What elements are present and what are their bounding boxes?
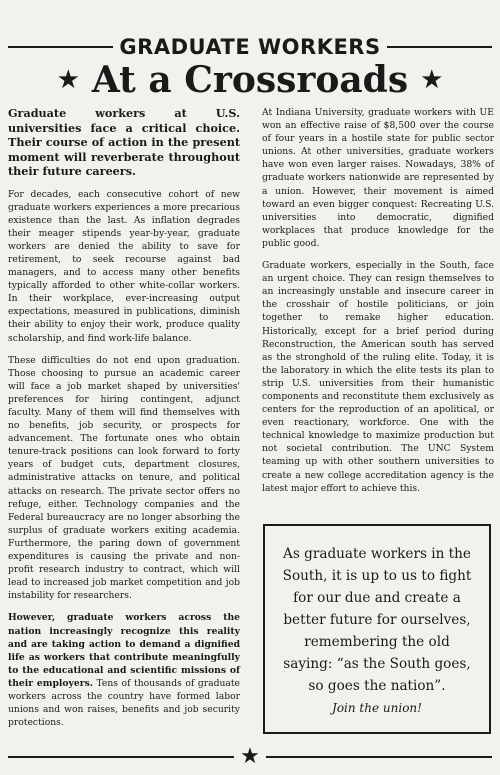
body-text: Tens of thousands of graduate workers across the country have formed labor unions and won raises, benefits and job security protections. bbox=[8, 677, 240, 729]
lead-paragraph: Graduate workers at U.S. universities face a critical choice. Their course of action in the present moment will reverberate throughout their future careers. bbox=[8, 106, 240, 178]
footer-rule-right bbox=[266, 756, 492, 758]
star-icon-footer: ★ bbox=[240, 744, 260, 769]
kicker-rule-left bbox=[8, 46, 113, 48]
footer-row bbox=[8, 744, 492, 769]
star-icon-right: ★ bbox=[420, 65, 444, 95]
body-paragraph: These difficulties do not end upon graduation. Those choosing to pursue an academic career will face a job market shaped by universities' preferences for hiring contingent, adjunct faculty. Many of them will find themselves with no benefits, job security, or prospects for advancement. The fortunate ones who obtain tenure-track positions can look forward to forty years of budget cuts, department closures, administrative attacks on tenure, and political attacks on research. The private sector offers no refuge, either. Technology companies and the Federal bureaucracy are no longer absorbing the surplus of graduate workers exiting academia. Furthermore, the paring down of government expenditures is causing the private and non-profit research industry to contract, which will lead to increased job market competition and job instability for researchers. bbox=[8, 354, 240, 602]
star-icon-left: ★ bbox=[56, 65, 80, 95]
kicker: GRADUATE WORKERS bbox=[119, 35, 381, 59]
pull-quote-signoff: Join the union! bbox=[332, 701, 422, 715]
body-paragraph-emphasis bbox=[8, 611, 240, 729]
body-paragraph: At Indiana University, graduate workers with UE won an effective raise of $8,500 over the course of four years in a hostile state for public sector unions. At other universities, graduate workers have won even larger raises. Nowadays, 38% of graduate workers nationwide are represented by a union. However, their movement is aimed toward an even bigger conquest: Recreating U.S. universities into democratic, dignified workplaces that produce knowledge for the public good. bbox=[262, 107, 494, 249]
headline: At a Crossroads bbox=[91, 59, 409, 101]
pull-quote-box bbox=[263, 524, 491, 734]
left-column bbox=[8, 106, 240, 738]
emphasis-text: However, graduate workers across the nation increasingly recognize this reality and are taking action to demand a dignified life as workers that contribute meaningfully to the educational and scientific missions of their employers. bbox=[8, 612, 240, 689]
pull-quote-text: As graduate workers in the South, it is up to us to fight for our due and create a better future for ourselves, remembering the old saying: “as the South goes, so goes the nation”. bbox=[282, 546, 472, 694]
body-paragraph: Graduate workers, especially in the South, face an urgent choice. They can resign themselves to an increasingly unstable and insecure career in the crosshair of hostile politicians, or join together to remake higher education. Historically, except for a brief period during Reconstruction, the American south has served as the stronghold of the ruling elite. Today, it is the laboratory in which the elite tests its plan to strip U.S. universities from their humanistic components and reconstitute them exclusively as centers for the reproduction of an apolitical, or even reactionary, workforce. One with the technical knowledge to maximize production but not societal contribution. The UNC System teaming up with other southern universities to create a new college accreditation agency is the latest major effort to achieve this. bbox=[262, 260, 494, 494]
kicker-row bbox=[8, 34, 492, 60]
kicker-rule-right bbox=[387, 46, 492, 48]
body-paragraph: For decades, each consecutive cohort of new graduate workers experiences a more precarious existence than the last. As inflation degrades their meager stipends year-by-year, graduate workers are denied the ability to save for retirement, to seek recourse against bad managers, and to access many other benefits typically afforded to other white-collar workers. In their workplace, ever-increasing output expectations, measured in publications, diminish their ability to enjoy their work, produce quality scholarship, and find work-life balance. bbox=[8, 188, 240, 344]
footer-rule-left bbox=[8, 756, 234, 758]
headline-row bbox=[0, 58, 500, 102]
right-column bbox=[262, 106, 494, 504]
